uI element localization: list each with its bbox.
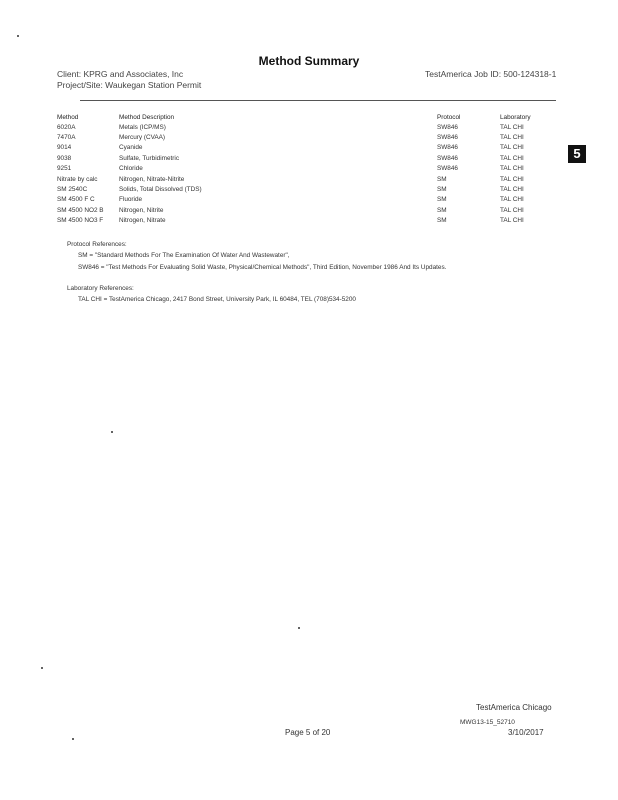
section-tab: 5 — [568, 145, 586, 163]
scan-speck — [41, 667, 43, 669]
protocol-cell: SW846 — [437, 144, 458, 152]
method-cell: 9251 — [57, 165, 72, 173]
description-cell: Solids, Total Dissolved (TDS) — [119, 186, 202, 194]
description-cell: Sulfate, Turbidimetric — [119, 154, 180, 162]
protocol-cell: SW846 — [437, 154, 458, 162]
col-protocol-header: Protocol — [437, 113, 461, 121]
col-description-header: Method Description — [119, 113, 175, 121]
protocol-reference-sw846: SW846 = "Test Methods For Evaluating Solid Waste, Physical/Chemical Methods", Third Edition, November 1986 And Its Updates. — [78, 264, 447, 271]
laboratory-cell: TAL CHI — [500, 154, 524, 162]
method-cell: 7470A — [57, 134, 76, 142]
protocol-reference-sm: SM = "Standard Methods For The Examination Of Water And Wastewater", — [78, 252, 290, 259]
laboratory-cell: TAL CHI — [500, 175, 524, 183]
job-id: TestAmerica Job ID: 500-124318-1 — [425, 69, 557, 79]
protocol-cell: SM — [437, 175, 447, 183]
description-cell: Cyanide — [119, 144, 143, 152]
laboratory-cell: TAL CHI — [500, 206, 524, 214]
col-method-header: Method — [57, 113, 79, 121]
method-cell: Nitrate by calc — [57, 175, 98, 183]
method-cell: 9014 — [57, 144, 72, 152]
table-row — [57, 132, 550, 142]
footer-date: 3/10/2017 — [508, 728, 544, 737]
description-cell: Fluoride — [119, 196, 143, 204]
scan-speck — [17, 35, 19, 37]
table-row — [57, 195, 550, 205]
laboratory-reference-tal-chi: TAL CHI = TestAmerica Chicago, 2417 Bond Street, University Park, IL 60484, TEL (708)534-5200 — [78, 296, 356, 303]
table-row — [57, 205, 550, 215]
protocol-cell: SM — [437, 217, 447, 225]
laboratory-cell: TAL CHI — [500, 196, 524, 204]
protocol-cell: SW846 — [437, 134, 458, 142]
footer-company: TestAmerica Chicago — [476, 703, 552, 712]
table-row — [57, 216, 550, 226]
table-header-row — [57, 112, 550, 122]
protocol-cell: SM — [437, 186, 447, 194]
table-row — [57, 122, 550, 132]
method-cell: 9038 — [57, 154, 72, 162]
laboratory-references-heading: Laboratory References: — [67, 285, 134, 292]
method-cell: SM 2540C — [57, 186, 88, 194]
scan-speck — [298, 627, 300, 629]
description-cell: Metals (ICP/MS) — [119, 123, 166, 131]
description-cell: Nitrogen, Nitrate-Nitrite — [119, 175, 185, 183]
client-name: Client: KPRG and Associates, Inc — [57, 69, 184, 79]
laboratory-cell: TAL CHI — [500, 186, 524, 194]
description-cell: Chloride — [119, 165, 143, 173]
laboratory-cell: TAL CHI — [500, 144, 524, 152]
table-row — [57, 164, 550, 174]
table-row — [57, 153, 550, 163]
method-cell: SM 4500 NO3 F — [57, 217, 104, 225]
laboratory-cell: TAL CHI — [500, 217, 524, 225]
laboratory-cell: TAL CHI — [500, 123, 524, 131]
protocol-cell: SM — [437, 196, 447, 204]
footer-page-number: Page 5 of 20 — [285, 728, 331, 737]
description-cell: Nitrogen, Nitrate — [119, 217, 166, 225]
col-laboratory-header: Laboratory — [500, 113, 531, 121]
table-row — [57, 143, 550, 153]
header-divider — [80, 100, 556, 101]
scan-speck — [72, 738, 74, 740]
method-cell: SM 4500 F C — [57, 196, 95, 204]
table-row — [57, 184, 550, 194]
project-site: Project/Site: Waukegan Station Permit — [57, 80, 202, 90]
scan-speck — [111, 431, 113, 433]
page-title: Method Summary — [258, 54, 360, 68]
protocol-cell: SM — [437, 206, 447, 214]
protocol-references-heading: Protocol References: — [67, 241, 127, 248]
protocol-cell: SW846 — [437, 123, 458, 131]
method-cell: 6020A — [57, 123, 76, 131]
laboratory-cell: TAL CHI — [500, 134, 524, 142]
footer-doc-id: MWG13-15_52710 — [460, 719, 515, 726]
method-cell: SM 4500 NO2 B — [57, 206, 104, 214]
method-table — [57, 112, 550, 226]
laboratory-cell: TAL CHI — [500, 165, 524, 173]
description-cell: Mercury (CVAA) — [119, 134, 166, 142]
protocol-cell: SW846 — [437, 165, 458, 173]
table-row — [57, 174, 550, 184]
description-cell: Nitrogen, Nitrite — [119, 206, 164, 214]
